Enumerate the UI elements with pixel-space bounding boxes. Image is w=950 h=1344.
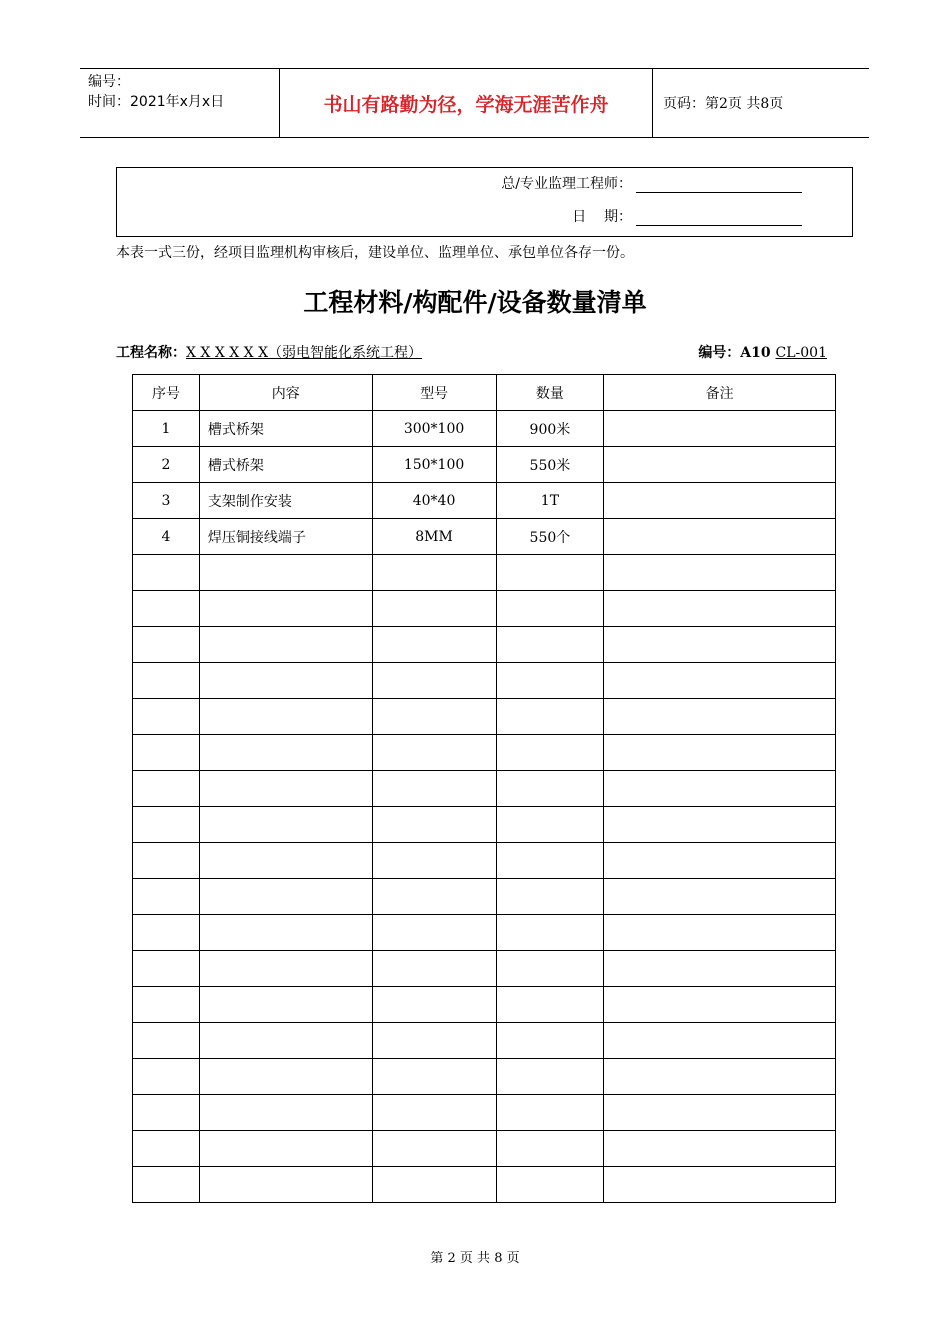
cell-content xyxy=(199,987,372,1023)
date-row xyxy=(572,206,802,226)
cell-quantity xyxy=(496,627,604,663)
cell-model: 40*40 xyxy=(372,483,496,519)
cell-quantity xyxy=(496,1167,604,1203)
project-label: 工程名称： xyxy=(116,345,186,361)
cell-remarks xyxy=(604,915,836,951)
table-row xyxy=(133,987,836,1023)
motto: 书山有路勤为径，学海无涯苦作舟 xyxy=(280,69,653,137)
table-row xyxy=(133,915,836,951)
cell-quantity xyxy=(496,771,604,807)
cell-model xyxy=(372,699,496,735)
page-header xyxy=(80,68,869,138)
cell-quantity xyxy=(496,915,604,951)
cell-remarks xyxy=(604,411,836,447)
cell-model xyxy=(372,555,496,591)
cell-content xyxy=(199,1059,372,1095)
cell-index: 3 xyxy=(133,483,200,519)
table-row xyxy=(133,663,836,699)
table-row xyxy=(133,627,836,663)
cell-quantity: 1T xyxy=(496,483,604,519)
cell-index xyxy=(133,663,200,699)
cell-index xyxy=(133,1131,200,1167)
cell-index xyxy=(133,1023,200,1059)
cell-index: 4 xyxy=(133,519,200,555)
cell-model xyxy=(372,1023,496,1059)
cell-content: 焊压铜接线端子 xyxy=(199,519,372,555)
distribution-note: 本表一式三份，经项目监理机构审核后，建设单位、监理单位、承包单位各存一份。 xyxy=(116,245,634,261)
cell-content xyxy=(199,1167,372,1203)
cell-content: 槽式桥架 xyxy=(199,447,372,483)
code-label: 编号：A10 xyxy=(698,345,776,361)
cell-index xyxy=(133,843,200,879)
cell-model xyxy=(372,915,496,951)
cell-remarks xyxy=(604,1023,836,1059)
cell-index xyxy=(133,771,200,807)
table-row xyxy=(133,879,836,915)
table-row xyxy=(133,735,836,771)
cell-quantity xyxy=(496,735,604,771)
cell-quantity xyxy=(496,1095,604,1131)
cell-content xyxy=(199,951,372,987)
table-row xyxy=(133,1095,836,1131)
cell-remarks xyxy=(604,663,836,699)
header-quantity: 数量 xyxy=(496,375,604,411)
document-title: 工程材料/构配件/设备数量清单 xyxy=(303,288,647,317)
cell-quantity xyxy=(496,1059,604,1095)
cell-index xyxy=(133,735,200,771)
cell-quantity: 550米 xyxy=(496,447,604,483)
table-row xyxy=(133,1167,836,1203)
cell-remarks xyxy=(604,447,836,483)
cell-remarks xyxy=(604,1095,836,1131)
cell-content: 槽式桥架 xyxy=(199,411,372,447)
cell-model: 8MM xyxy=(372,519,496,555)
header-content: 内容 xyxy=(199,375,372,411)
cell-model xyxy=(372,807,496,843)
cell-content xyxy=(199,735,372,771)
header-info xyxy=(80,69,280,137)
cell-content xyxy=(199,1023,372,1059)
cell-index xyxy=(133,591,200,627)
material-table xyxy=(132,374,836,1203)
header-model: 型号 xyxy=(372,375,496,411)
cell-model: 150*100 xyxy=(372,447,496,483)
engineer-label: 总/专业监理工程师： xyxy=(501,176,632,192)
table-row xyxy=(133,555,836,591)
table-row xyxy=(133,699,836,735)
cell-quantity xyxy=(496,591,604,627)
cell-quantity xyxy=(496,843,604,879)
cell-model xyxy=(372,771,496,807)
page-footer: 第 2 页 共 8 页 xyxy=(430,1251,520,1266)
cell-index xyxy=(133,951,200,987)
cell-model xyxy=(372,627,496,663)
cell-index xyxy=(133,627,200,663)
table-row xyxy=(133,1059,836,1095)
cell-model xyxy=(372,663,496,699)
cell-quantity xyxy=(496,699,604,735)
cell-quantity: 550个 xyxy=(496,519,604,555)
cell-quantity xyxy=(496,987,604,1023)
cell-content xyxy=(199,843,372,879)
cell-content xyxy=(199,1095,372,1131)
cell-model xyxy=(372,1059,496,1095)
cell-quantity xyxy=(496,1023,604,1059)
cell-index xyxy=(133,987,200,1023)
cell-content xyxy=(199,771,372,807)
cell-model xyxy=(372,879,496,915)
cell-index: 2 xyxy=(133,447,200,483)
cell-model xyxy=(372,1167,496,1203)
cell-quantity: 900米 xyxy=(496,411,604,447)
table-row xyxy=(133,771,836,807)
cell-quantity xyxy=(496,663,604,699)
table-body xyxy=(133,411,836,1203)
code-value: CL-001 xyxy=(775,345,827,361)
cell-remarks xyxy=(604,771,836,807)
cell-remarks xyxy=(604,879,836,915)
cell-index: 1 xyxy=(133,411,200,447)
cell-remarks xyxy=(604,987,836,1023)
cell-content: 支架制作安装 xyxy=(199,483,372,519)
date-line[interactable] xyxy=(636,209,802,226)
page-info: 页码：第2页 共8页 xyxy=(663,96,784,112)
cell-quantity xyxy=(496,807,604,843)
cell-remarks xyxy=(604,1167,836,1203)
cell-remarks xyxy=(604,1059,836,1095)
engineer-signature-line[interactable] xyxy=(636,176,802,193)
cell-content xyxy=(199,879,372,915)
time-label: 时间：2021年x月x日 xyxy=(88,94,225,110)
cell-content xyxy=(199,591,372,627)
table-row xyxy=(133,951,836,987)
project-value: X X X X X X（弱电智能化系统工程） xyxy=(186,345,423,361)
cell-remarks xyxy=(604,627,836,663)
cell-remarks xyxy=(604,699,836,735)
cell-remarks xyxy=(604,951,836,987)
signature-box xyxy=(116,167,853,237)
header-index: 序号 xyxy=(133,375,200,411)
cell-content xyxy=(199,807,372,843)
table-row xyxy=(133,1023,836,1059)
cell-content xyxy=(199,627,372,663)
cell-remarks xyxy=(604,483,836,519)
cell-quantity xyxy=(496,1131,604,1167)
cell-remarks xyxy=(604,735,836,771)
cell-index xyxy=(133,1167,200,1203)
cell-content xyxy=(199,1131,372,1167)
cell-remarks xyxy=(604,843,836,879)
table-row xyxy=(133,591,836,627)
cell-index xyxy=(133,915,200,951)
cell-quantity xyxy=(496,879,604,915)
cell-content xyxy=(199,555,372,591)
cell-remarks xyxy=(604,591,836,627)
table-row xyxy=(133,807,836,843)
number-label: 编号： xyxy=(88,74,130,90)
cell-model xyxy=(372,735,496,771)
engineer-signature-row xyxy=(501,173,802,193)
cell-remarks xyxy=(604,1131,836,1167)
cell-index xyxy=(133,807,200,843)
cell-model xyxy=(372,1131,496,1167)
table-row xyxy=(133,483,836,519)
cell-index xyxy=(133,699,200,735)
table-row xyxy=(133,411,836,447)
cell-quantity xyxy=(496,951,604,987)
cell-model xyxy=(372,987,496,1023)
cell-quantity xyxy=(496,555,604,591)
cell-index xyxy=(133,555,200,591)
project-name xyxy=(116,342,422,362)
cell-model xyxy=(372,843,496,879)
form-code xyxy=(698,342,827,362)
date-label: 日 期： xyxy=(572,209,632,225)
table-row xyxy=(133,1131,836,1167)
table-row xyxy=(133,447,836,483)
cell-model xyxy=(372,951,496,987)
table-header-row xyxy=(133,375,836,411)
header-remarks: 备注 xyxy=(604,375,836,411)
cell-remarks xyxy=(604,807,836,843)
cell-content xyxy=(199,699,372,735)
cell-remarks xyxy=(604,519,836,555)
cell-model xyxy=(372,591,496,627)
cell-remarks xyxy=(604,555,836,591)
cell-index xyxy=(133,879,200,915)
table-row xyxy=(133,843,836,879)
table-row xyxy=(133,519,836,555)
cell-model: 300*100 xyxy=(372,411,496,447)
cell-index xyxy=(133,1059,200,1095)
cell-index xyxy=(133,1095,200,1131)
cell-content xyxy=(199,915,372,951)
cell-content xyxy=(199,663,372,699)
cell-model xyxy=(372,1095,496,1131)
